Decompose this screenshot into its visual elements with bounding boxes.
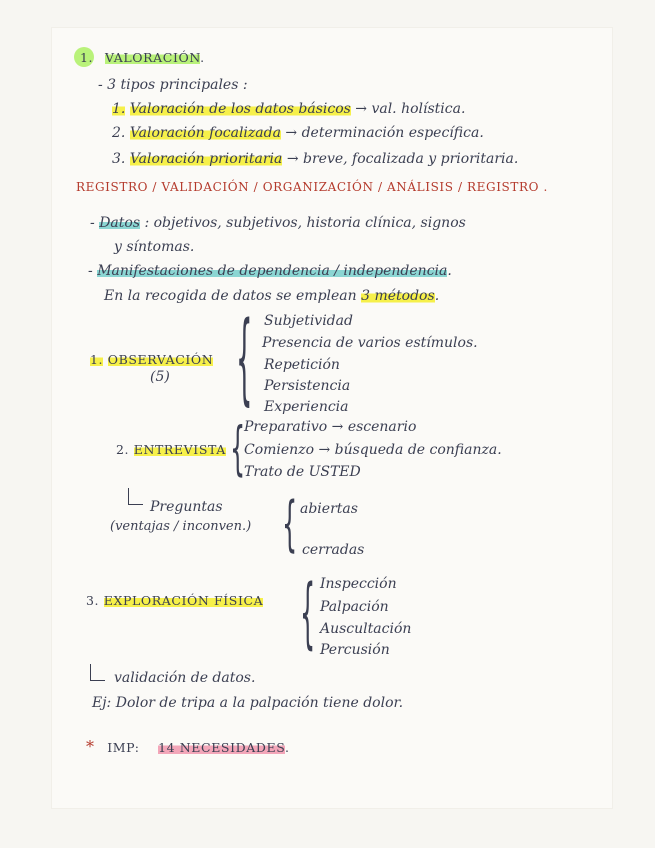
tipo-2-desc: → determinación específica. [285,125,484,141]
exploracion-item: Palpación [320,599,389,615]
exploracion-num: 3. [86,593,100,608]
entrevista-item: Comienzo → búsqueda de confianza. [244,442,502,458]
preguntas-sub: (ventajas / inconven.) [110,519,252,534]
entrevista-heading [116,441,226,459]
tipo-2-label: Valoración focalizada [129,125,281,141]
imp-label: IMP: [107,740,140,755]
manifestaciones-dash: - [88,263,98,279]
tipo-2 [112,124,484,142]
heading-dot: . [200,50,205,65]
tipo-3 [112,150,518,168]
exploracion-item: Auscultación [320,621,412,637]
tipo-3-desc: → breve, focalizada y prioritaria. [286,151,519,167]
tipo-1 [112,100,465,118]
datos-dash: - [90,215,100,231]
metodos-intro: En la recogida de datos se emplean [104,288,357,304]
observacion-item: Subjetividad [264,313,353,329]
tipo-1-num: 1. [112,101,126,117]
entrevista-item: Trato de USTED [244,464,361,480]
observacion-label: OBSERVACIÓN [107,352,214,367]
exploracion-heading [86,592,263,610]
datos-line [90,214,466,232]
datos-label: Datos [99,215,140,231]
imp-highlight: 14 NECESIDADES [158,740,285,755]
star-icon: * [86,737,95,756]
preguntas-item: cerradas [302,542,365,558]
exploracion-brace: { [300,568,316,659]
imp-line [86,738,290,757]
entrevista-brace: { [230,415,246,483]
tipo-3-num: 3. [112,151,126,167]
tipo-3-label: Valoración prioritaria [129,151,283,167]
observacion-brace: { [236,304,253,419]
validacion-line: validación de datos. [114,670,256,686]
heading-title-wrap [105,49,205,67]
preguntas-label: Preguntas [150,499,223,515]
ejemplo-line: Ej: Dolor de tripa a la palpación tiene dolor. [92,695,404,711]
observacion-item: Experiencia [264,399,349,415]
validacion-arrow-icon [90,664,105,681]
imp-dot: . [284,740,290,755]
datos-desc: : objetivos, subjetivos, historia clínica, signos [144,215,466,231]
metodos-line [104,287,439,305]
metodos-label: 3 métodos [361,288,435,304]
exploracion-item: Percusión [320,642,390,658]
manifestaciones-line [88,262,452,280]
exploracion-label: EXPLORACIÓN FÍSICA [103,593,264,608]
tipo-1-label: Valoración de los datos básicos [129,101,351,117]
exploracion-item: Inspección [320,576,397,592]
tipo-1-desc: → val. holística. [355,101,466,117]
observacion-item: Presencia de varios estímulos. [262,335,478,351]
preguntas-brace: { [282,489,298,559]
preguntas-item: abiertas [300,501,358,517]
observacion-item: Repetición [264,357,340,373]
heading-title: VALORACIÓN [105,50,201,65]
observacion-heading [90,351,213,369]
observacion-count: (5) [150,369,170,385]
tipo-2-num: 2. [112,125,126,141]
observacion-num: 1. [90,352,104,367]
entrevista-num: 2. [116,442,130,457]
manifestaciones-dot: . [447,263,452,279]
preguntas-arrow-icon [128,488,143,505]
tipos-intro: - 3 tipos principales : [98,77,248,93]
entrevista-label: ENTREVISTA [133,442,226,457]
entrevista-item: Preparativo → escenario [244,419,417,435]
datos-line-2: y síntomas. [114,239,195,255]
fases-line: REGISTRO / VALIDACIÓN / ORGANIZACIÓN / ANÁLISIS / REGISTRO . [76,180,548,194]
metodos-dot: . [434,288,440,304]
observacion-item: Persistencia [264,378,351,394]
manifestaciones-label: Manifestaciones de dependencia / independencia [97,263,448,279]
heading-number: 1. [80,50,94,65]
